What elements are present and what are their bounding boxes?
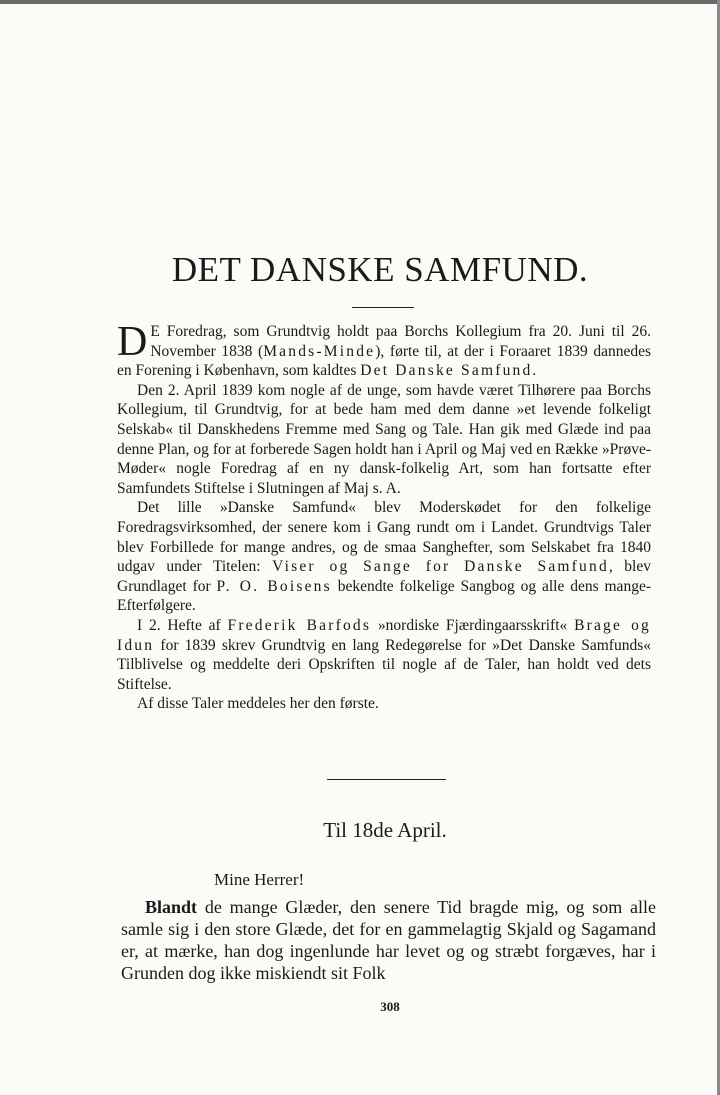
intro-paragraph-4	[117, 616, 651, 694]
text-span: ), førte til, at der i Foraaret 1839 dannedes en Forening i København, som kaldtes	[117, 342, 651, 380]
spaced-title: Viser og Sange for Danske Samfund	[272, 558, 609, 576]
intro-paragraph-2: Den 2. April 1839 kom nogle af de unge, som havde været Tilhørere paa Borchs Kollegium, til Grundtvig, for at bede ham med dem danne »et levende folkeligt Selskab« til Danskhedens Fremme med Sang og Tale. Han gik med Glæde ind paa denne Plan, og for at forberede Sagen holdt han i April og Maj ved en Række »Prøve-Møder« nogle Foredrag af en ny dansk-folkelig Art, som han fortsatte efter Samfundets Stiftelse i Slutningen af Maj s. A.	[117, 381, 651, 497]
spaced-title: Mands-Minde	[263, 342, 376, 360]
text-span: .	[532, 362, 537, 380]
drop-cap: D	[117, 319, 148, 365]
spaced-name: P. O. Boisens	[216, 577, 332, 595]
page-number: 308	[380, 999, 400, 1014]
title-rule	[352, 307, 414, 308]
spaced-name: Frederik Barfods	[227, 616, 372, 634]
section-rule	[327, 779, 446, 780]
speech-first-word: Blandt	[145, 897, 198, 917]
speech-text	[121, 896, 656, 984]
intro-text	[117, 319, 651, 714]
text-span: , blev Grundlaget for	[117, 558, 651, 595]
intro-paragraph-5: Af disse Taler meddeles her den første.	[137, 695, 379, 713]
text-span: E Foredrag, som Grundtvig holdt paa Borchs Kollegium fra 20. Juni til 26. November 1838 (	[150, 323, 651, 360]
intro-paragraph-3	[117, 498, 651, 616]
text-span: for 1839 skrev Grundtvig en lang Redegørelse for »Det Danske Samfunds« Tilblivelse og meddelte deri Opskriften til nogle af de Taler, han holdt ved dets Stiftelse.	[117, 636, 651, 693]
text-span: »nordiske Fjærdingaarsskrift«	[371, 616, 575, 634]
text-span: I 2. Hefte af	[137, 616, 228, 634]
page-title: DET DANSKE SAMFUND.	[171, 250, 589, 289]
page-top-edge	[0, 0, 720, 4]
spaced-title: Brage og Idun	[117, 616, 651, 654]
text-span: bekendte folkelige Sangbog og alle dens mange-Efterfølgere.	[117, 577, 651, 615]
section-heading: Til 18de April.	[323, 818, 447, 842]
speech-paragraph	[121, 896, 656, 984]
text-span: Det lille »Danske Samfund« blev Moderskødet for den folkelige Foredragsvirksomhed, der senere kom i Gang rundt om i Landet. Grundtvigs Taler blev Forbillede for mange andres, og de smaa Sanghefter, som Selskabet fra 1840 udgav under Titelen:	[117, 499, 651, 576]
intro-paragraph-1	[117, 319, 651, 381]
salutation: Mine Herrer!	[214, 870, 305, 889]
spaced-name: Det Danske Samfund	[360, 362, 533, 380]
speech-rest: de mange Glæder, den senere Tid bragde mig, og som alle samle sig i den store Glæde, det for en gammelagtig Skjald og Sagamand er, at mærke, han dog ingenlunde har levet og og stræbt forgæves, har i Grunden dog ikke miskiendt sit Folk	[121, 897, 656, 983]
